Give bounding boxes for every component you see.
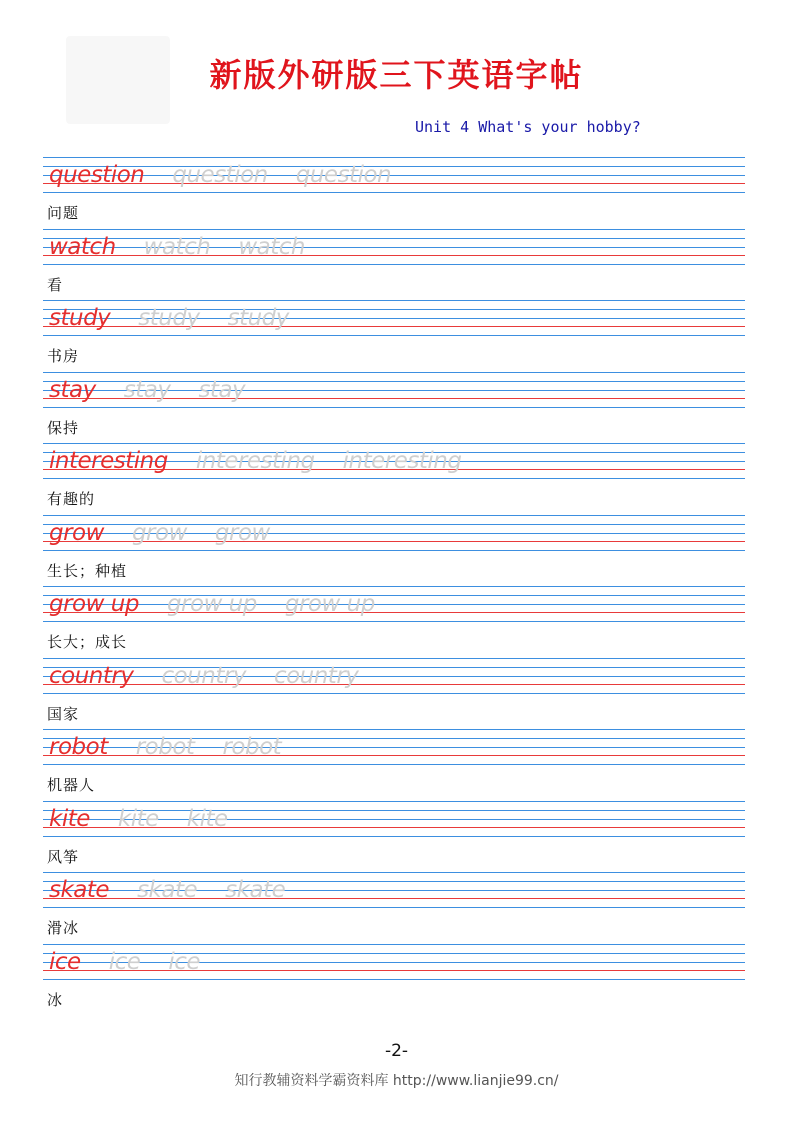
word-example: watch <box>49 233 116 260</box>
word-meaning: 冰 <box>47 990 64 1009</box>
word-entry <box>43 372 745 444</box>
word-row <box>49 730 309 764</box>
page-title: 新版外研版三下英语字帖 <box>209 56 584 94</box>
word-trace: country <box>273 662 359 689</box>
guide-line <box>43 621 745 622</box>
word-meaning: 国家 <box>47 704 80 723</box>
guide-line <box>43 335 745 336</box>
word-example: country <box>49 662 134 689</box>
guide-line <box>43 836 745 837</box>
guide-line <box>43 264 745 265</box>
word-row <box>49 230 333 264</box>
word-entry <box>43 801 745 873</box>
word-meaning: 保持 <box>47 418 80 437</box>
word-row <box>49 158 419 192</box>
word-trace: question <box>295 162 392 188</box>
word-trace: kite <box>117 805 159 832</box>
word-example: grow up <box>49 591 139 617</box>
guide-line <box>43 764 745 765</box>
word-entry <box>43 157 745 229</box>
word-trace: grow <box>131 519 187 546</box>
guide-line <box>43 907 745 908</box>
word-trace: country <box>161 662 246 689</box>
word-trace: robot <box>135 734 195 760</box>
word-trace: watch <box>143 233 211 260</box>
word-example: ice <box>49 948 81 975</box>
word-entry <box>43 872 745 944</box>
word-row <box>49 873 313 907</box>
word-meaning: 生长；种植 <box>47 561 128 580</box>
word-entry <box>43 729 745 801</box>
word-row <box>49 659 386 693</box>
word-example: stay <box>49 376 96 403</box>
word-example: kite <box>49 805 90 832</box>
source-footer: 知行教辅资料学霸资料库 http://www.lianjie99.cn/ <box>234 1073 559 1089</box>
word-row <box>49 945 228 979</box>
word-trace: interesting <box>195 448 315 474</box>
word-trace: watch <box>238 233 305 260</box>
word-row <box>49 301 317 335</box>
word-row <box>49 802 256 836</box>
page-number: -2- <box>384 1041 409 1061</box>
word-trace: stay <box>123 376 171 403</box>
word-trace: question <box>172 162 268 188</box>
word-trace: grow <box>214 519 270 546</box>
copybook-worksheet <box>43 157 745 1015</box>
word-entry <box>43 658 745 730</box>
word-trace: grow up <box>166 591 257 617</box>
word-entry <box>43 443 745 515</box>
word-example: skate <box>49 877 110 903</box>
word-entry <box>43 515 745 587</box>
word-meaning: 有趣的 <box>47 490 96 508</box>
word-meaning: 风筝 <box>47 847 80 866</box>
word-entry <box>43 586 745 658</box>
word-trace: ice <box>168 948 201 975</box>
word-example: study <box>49 305 111 331</box>
word-trace: study <box>138 305 200 331</box>
word-entry <box>43 229 745 301</box>
word-meaning: 滑冰 <box>47 919 80 937</box>
unit-subtitle: Unit 4 What's your hobby? <box>415 118 641 136</box>
word-meaning: 书房 <box>47 347 80 365</box>
word-trace: stay <box>198 376 246 403</box>
word-example: robot <box>49 734 108 760</box>
guide-line <box>43 478 745 479</box>
word-example: grow <box>49 519 104 546</box>
word-trace: skate <box>225 877 286 903</box>
guide-line <box>43 192 745 193</box>
guide-line <box>43 550 745 551</box>
word-row <box>49 373 273 407</box>
word-meaning: 机器人 <box>47 776 96 794</box>
word-trace: kite <box>186 805 228 832</box>
word-trace: interesting <box>342 448 462 474</box>
word-trace: robot <box>222 734 282 760</box>
word-row <box>49 516 298 550</box>
guide-line <box>43 407 745 408</box>
word-meaning: 长大；成长 <box>47 633 128 651</box>
word-row <box>49 587 403 621</box>
word-entry <box>43 300 745 372</box>
word-meaning: 看 <box>47 275 64 294</box>
word-trace: grow up <box>284 591 375 617</box>
word-trace: skate <box>137 877 198 903</box>
word-example: question <box>49 162 145 188</box>
word-trace: ice <box>108 948 141 975</box>
word-meaning: 问题 <box>47 204 80 222</box>
guide-line <box>43 979 745 980</box>
guide-line <box>43 693 745 694</box>
word-example: interesting <box>49 448 168 474</box>
word-trace: study <box>227 305 289 331</box>
word-entry <box>43 944 745 1016</box>
word-row <box>49 444 489 478</box>
